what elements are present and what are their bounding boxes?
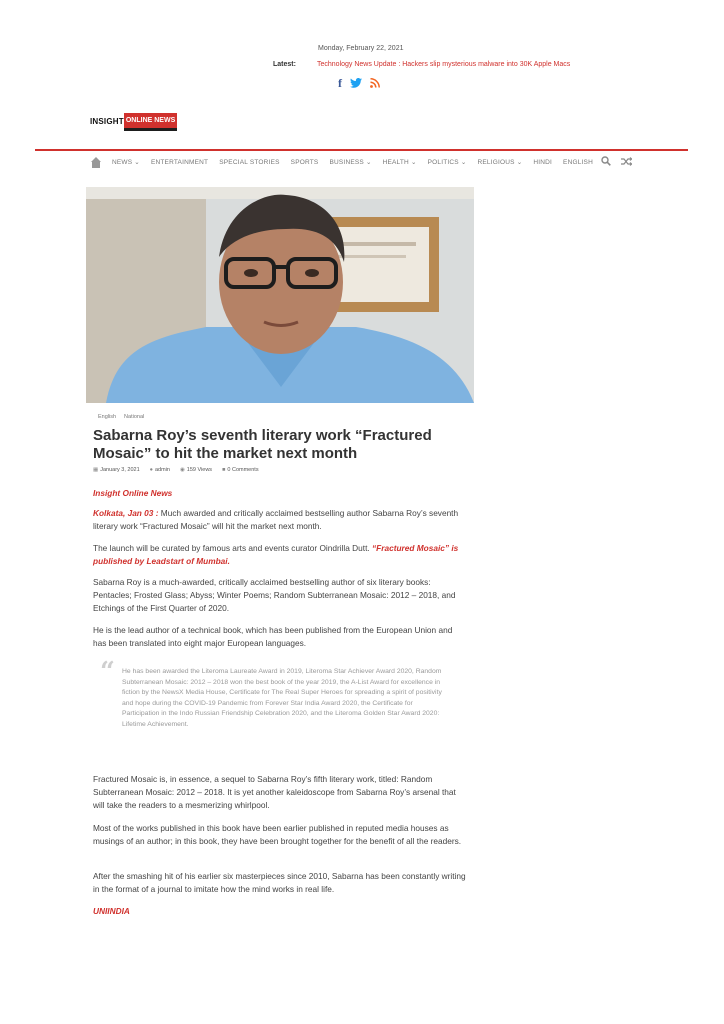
latest-news-link[interactable]: Technology News Update : Hackers slip mysterious malware into 30K Apple Macs (317, 61, 571, 68)
nav-item-hindi[interactable]: HINDI (533, 158, 553, 166)
article-paragraph: Fractured Mosaic is, in essence, a sequel to Sabarna Roy’s fifth literary work, titled: Random Subterranean Mosaic: 2012 – 2018. It is yet another kaleidoscope from Sabarna Roy’s arsenal that will take the readers to a mesmerizing whirlpool. (93, 774, 456, 810)
nav-item-news[interactable]: NEWS ⌄ (112, 159, 140, 166)
nav-item-politics[interactable]: POLITICS ⌄ (427, 159, 467, 166)
header-divider (35, 149, 688, 151)
nav-item-health[interactable]: HEALTH ⌄ (382, 159, 417, 166)
main-navigation (90, 155, 604, 169)
meta-author-text: admin (154, 467, 170, 473)
nav-tools (601, 156, 632, 169)
meta-views (180, 467, 212, 473)
calendar-icon: ▦ (93, 467, 99, 473)
credit-label: UNIINDIA (93, 906, 130, 916)
logo-text-online-news: ONLINE NEWS (124, 113, 177, 131)
article-categories (98, 414, 144, 420)
meta-date-text: January 3, 2021 (100, 467, 140, 473)
blockquote (93, 657, 467, 753)
user-icon: ● (149, 467, 153, 473)
article-card (86, 187, 474, 957)
rss-icon[interactable] (370, 77, 380, 91)
search-icon[interactable] (601, 156, 611, 169)
facebook-icon[interactable]: f (338, 76, 342, 90)
article-title: Sabarna Roy’s seventh literary work “Fractured Mosaic” to hit the market next month (93, 427, 432, 462)
featured-image[interactable] (86, 187, 474, 403)
meta-author[interactable] (150, 467, 170, 473)
site-logo[interactable] (90, 113, 177, 131)
article-paragraph: Most of the works published in this book have been earlier published in reputed media houses as musings of an author; in this book, they have been brought together for the benefit of all the readers. (93, 823, 462, 846)
nav-item-business[interactable]: BUSINESS ⌄ (329, 159, 372, 166)
comment-icon: ■ (222, 467, 226, 473)
publisher-note: “Fractured Mosaic” is published by Leadstart of Mumbai. (93, 543, 459, 566)
source-label: Insight Online News (93, 488, 173, 498)
quote-text: He has been awarded the Literoma Laureate Award in 2019, Literoma Star Achiever Award 2020, Random Subterranean Mosaic: 2012 – 2018 won the best book of the year 2019, the A-List Award for excellence in fiction by the NewsX Media House, Certificate for The Real Super Heroes for spreading a spirit of positivity and hope during the COVID-19 Pandemic from Forever Star India Award 2020, the Certificate for Participation in the Indo Russian Friendship Celebration 2020, and the Literoma Golden Star Award 2020: Lifetime Achievement. (122, 668, 442, 728)
article-paragraph: After the smashing hit of his earlier six masterpieces since 2010, Sabarna has been constantly writing in the format of a journal to imitate how the mind works in real life. (93, 871, 466, 894)
home-icon[interactable] (90, 157, 102, 168)
meta-comments-text: 0 Comments (227, 467, 259, 473)
latest-label: Latest: (273, 61, 296, 68)
meta-comments[interactable] (222, 467, 259, 473)
nav-item-entertainment[interactable]: ENTERTAINMENT (150, 158, 209, 166)
quote-icon: “ (100, 657, 115, 687)
category-tag[interactable]: English (98, 414, 117, 420)
article-meta (93, 467, 259, 473)
meta-date[interactable] (93, 467, 140, 473)
eye-icon: ◉ (179, 467, 185, 473)
article-source (93, 487, 467, 500)
social-icons (338, 76, 380, 91)
dateline: Kolkata, Jan 03 : (93, 508, 159, 518)
article-paragraph (93, 507, 467, 533)
random-shuffle-icon[interactable] (621, 157, 632, 169)
meta-views-text: 159 Views (186, 467, 213, 473)
article-credit (93, 905, 467, 918)
article-paragraph: He is the lead author of a technical book, which has been published from the European Union and has been translated into eight major European languages. (93, 625, 453, 648)
article-paragraph: Sabarna Roy is a much-awarded, critically acclaimed bestselling author of six literary books: Pentacles; Frosted Glass; Abyss; Winter Poems; Random Subterranean Mosaic: 2012 – 2018, and Etchings of the First Quarter of 2020. (93, 577, 456, 613)
category-tag[interactable]: National (124, 414, 145, 420)
nav-item-special-stories[interactable]: SPECIAL STORIES (219, 158, 280, 166)
paragraph-text: The launch will be curated by famous arts and events curator Oindrilla Dutt. (93, 543, 373, 553)
twitter-icon[interactable] (350, 77, 362, 91)
paragraph-text: Much awarded and critically acclaimed bestselling author Sabarna Roy’s seventh literary work “Fractured Mosaic” will hit the market next month. (93, 508, 459, 531)
article-paragraph (93, 542, 467, 568)
logo-text-insight: INSIGHT (90, 113, 124, 131)
nav-item-religious[interactable]: RELIGIOUS ⌄ (477, 159, 523, 166)
current-date: Monday, February 22, 2021 (318, 45, 404, 52)
nav-item-english[interactable]: ENGLISH (563, 158, 593, 166)
nav-item-sports[interactable]: SPORTS (290, 158, 319, 166)
